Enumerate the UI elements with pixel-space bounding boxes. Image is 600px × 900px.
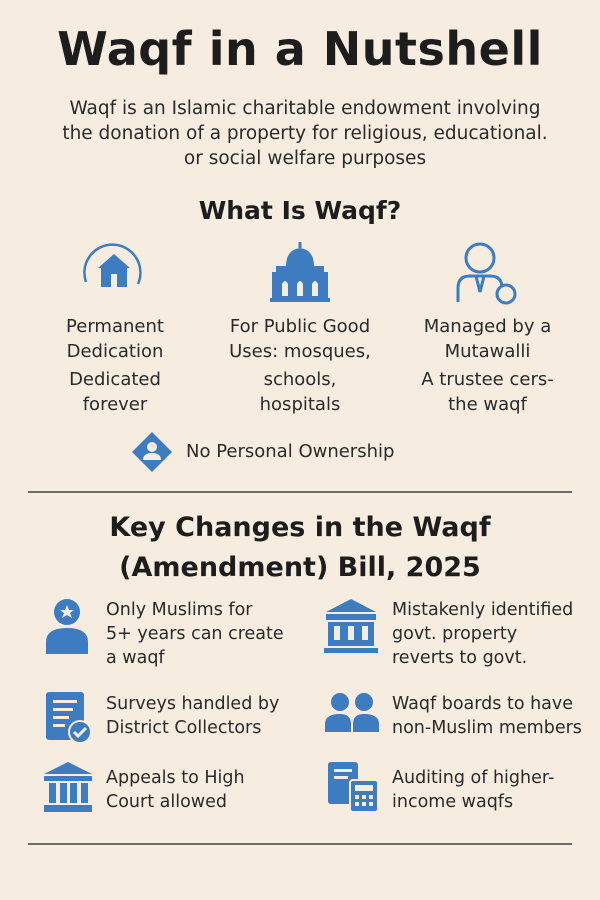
change-2-line-2: govt. property <box>392 624 518 644</box>
change-1-text <box>106 598 284 670</box>
change-4-line-1: Waqf boards to have <box>392 694 574 714</box>
change-3-line-2: District Collectors <box>106 718 262 738</box>
court-icon <box>42 760 94 814</box>
intro-text <box>40 96 570 171</box>
change-6-line-2: income waqfs <box>392 792 514 812</box>
what-item-1-line-1: Permanent <box>66 316 164 337</box>
group-people-icon <box>324 692 380 734</box>
changes-heading <box>0 508 600 588</box>
what-item-2-line-3: schools, <box>263 369 337 390</box>
muslim-person-icon <box>42 596 92 656</box>
person-badge-icon <box>130 430 174 474</box>
intro-line-3: or social welfare purposes <box>183 148 427 169</box>
divider-top <box>28 491 572 493</box>
what-item-3-line-1: Managed by a <box>423 316 552 337</box>
what-item-2-line-1: For Public Good <box>229 316 371 337</box>
change-1-line-1: Only Muslims for <box>106 600 253 620</box>
what-item-2-line-2: Uses: mosques, <box>229 341 371 362</box>
what-item-1-line-3: Dedicated <box>69 369 161 390</box>
what-is-heading: What Is Waqf? <box>198 196 402 225</box>
change-6-line-1: Auditing of higher- <box>392 768 555 788</box>
no-ownership-label: No Personal Ownership <box>186 441 395 462</box>
intro-line-2: the donation of a property for religious, educational. <box>62 123 548 144</box>
change-5-line-2: Court allowed <box>106 792 227 812</box>
change-4-text <box>392 692 582 740</box>
what-item-2-line-4: hospitals <box>259 394 341 415</box>
what-item-3-line-3: A trustee cers- <box>421 369 554 390</box>
changes-heading-line-2: (Amendment) Bill, 2025 <box>119 552 481 583</box>
changes-heading-line-1: Key Changes in the Waqf <box>109 512 491 543</box>
what-item-3-line-4: the waqf <box>448 394 527 415</box>
what-item-1-line-2: Dedication <box>66 341 164 362</box>
government-building-icon <box>322 596 380 656</box>
what-item-3-line-2: Mutawalli <box>444 341 531 362</box>
what-item-2-text <box>215 314 385 417</box>
divider-bottom <box>28 843 572 845</box>
intro-line-1: Waqf is an Islamic charitable endowment involving <box>69 98 541 119</box>
change-3-line-1: Surveys handled by <box>106 694 280 714</box>
change-5-text <box>106 766 245 814</box>
change-5-line-1: Appeals to High <box>106 768 245 788</box>
change-3-text <box>106 692 279 740</box>
audit-calculator-icon <box>326 760 380 814</box>
change-2-line-3: reverts to govt. <box>392 648 528 668</box>
change-1-line-2: 5+ years can create <box>106 624 284 644</box>
change-2-text <box>392 598 573 670</box>
page-title: Waqf in a Nutshell <box>57 22 543 76</box>
what-item-1-line-4: forever <box>82 394 148 415</box>
trustee-icon <box>448 240 522 308</box>
change-1-line-3: a waqf <box>106 648 165 668</box>
house-icon <box>76 240 152 296</box>
mosque-icon <box>268 240 332 304</box>
change-4-line-2: non-Muslim members <box>392 718 582 738</box>
survey-document-icon <box>44 690 94 744</box>
what-item-3-text <box>405 314 570 417</box>
change-6-text <box>392 766 554 814</box>
change-2-line-1: Mistakenly identified <box>392 600 574 620</box>
what-item-1-text <box>40 314 190 417</box>
